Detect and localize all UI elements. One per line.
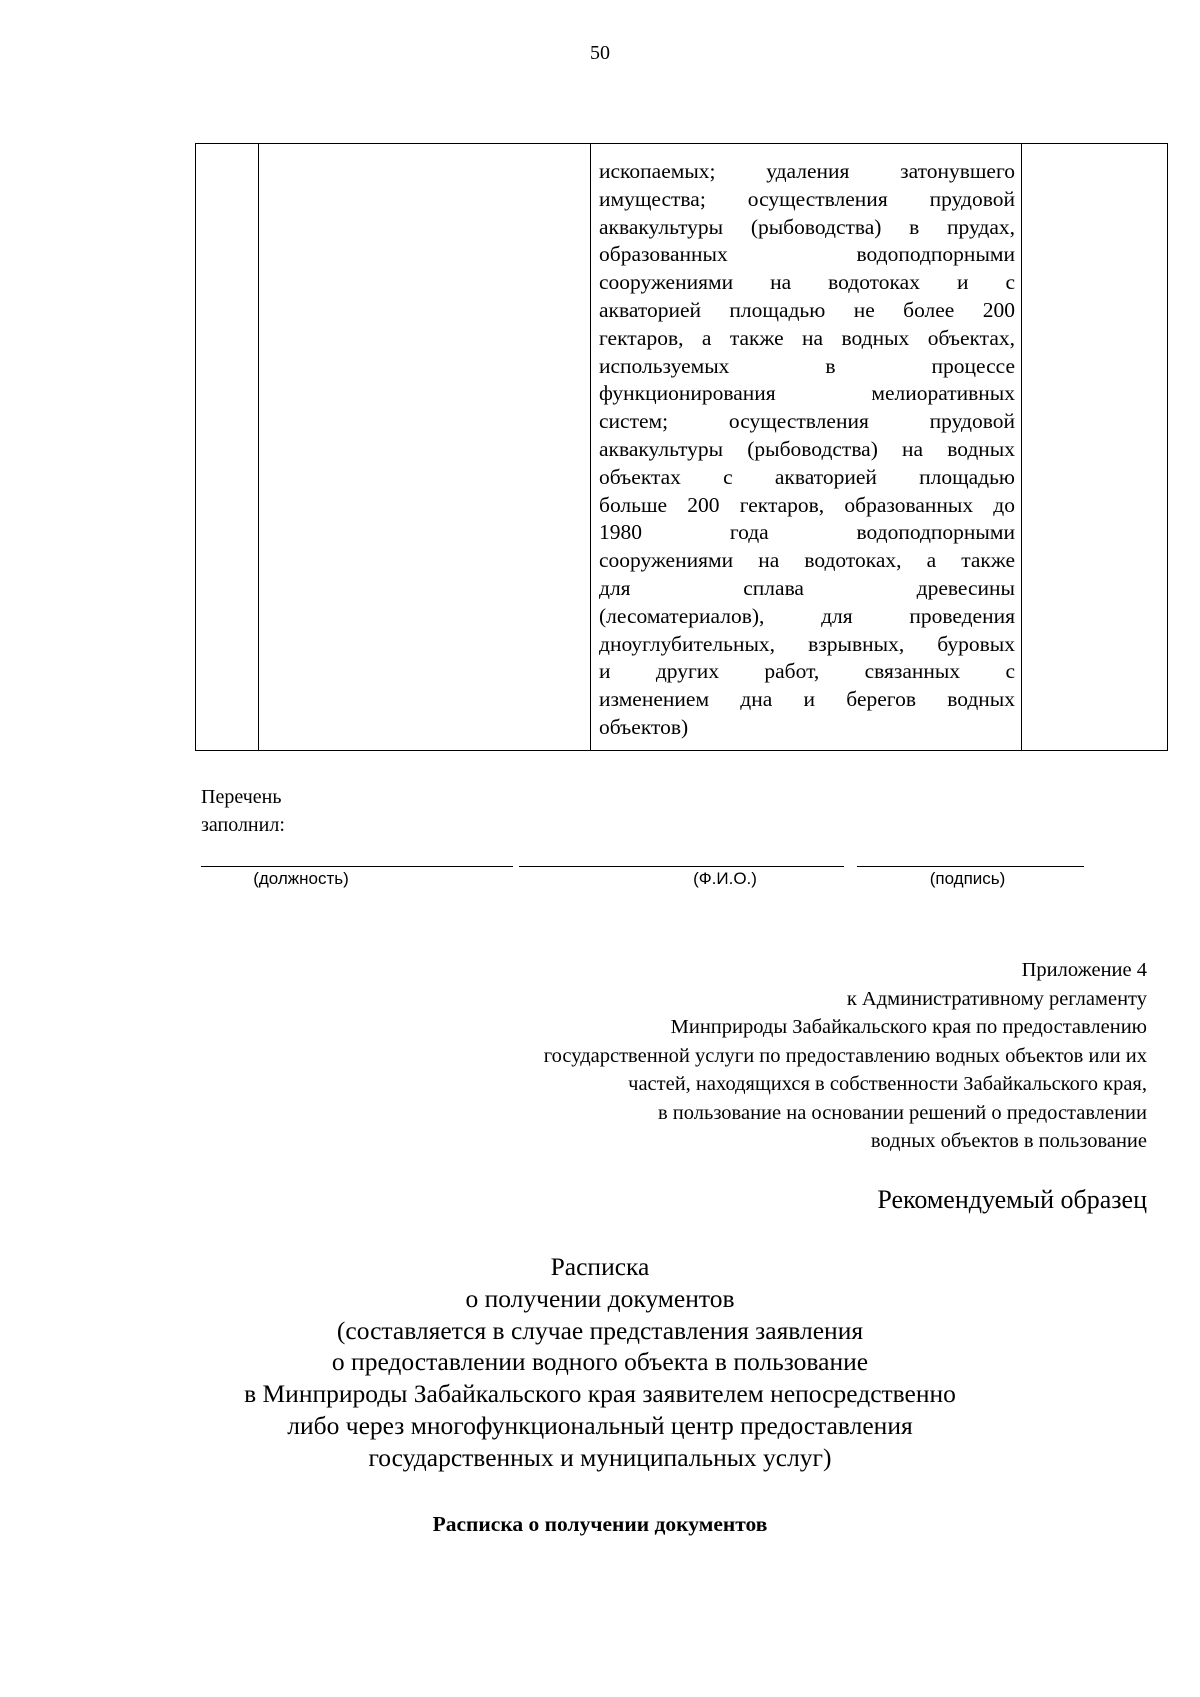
position-line	[201, 866, 513, 867]
description-line: 1980 года водоподпорными	[599, 520, 1015, 545]
description-line: систем; осуществления прудовой	[599, 409, 1015, 434]
appendix-line: в пользование на основании решений о предоставлении	[658, 1101, 1147, 1124]
description-line: гектаров, а также на водных объектах,	[599, 325, 1015, 350]
description-line: акваторией площадью не более 200	[599, 297, 1015, 322]
name-line	[519, 866, 844, 867]
continuation-table	[195, 143, 1168, 751]
table-cell-number	[196, 144, 259, 751]
receipt-title-line: либо через многофункциональный центр предоставления	[287, 1410, 913, 1440]
description-line: функционирования мелиоративных	[599, 381, 1015, 406]
appendix-line: Приложение 4	[1021, 959, 1147, 981]
recommended-sample-label: Рекомендуемый образец	[877, 1185, 1147, 1214]
receipt-title-line: о получении документов	[465, 1283, 735, 1313]
receipt-title-line: Расписка	[550, 1252, 650, 1281]
description-line: аквакультуры (рыбоводства) в прудах,	[599, 214, 1015, 239]
filled-by-label-line1: Перечень	[201, 786, 282, 808]
appendix-header	[387, 956, 1147, 1156]
description-line: сооружениями на водотоках, а также	[599, 548, 1015, 573]
description-line: объектах с акваторией площадью	[599, 464, 1015, 489]
name-caption: (Ф.И.О.)	[693, 869, 757, 888]
description-text	[591, 144, 1021, 750]
description-line: имущества; осуществления прудовой	[599, 186, 1015, 211]
description-line: используемых в процессе	[599, 353, 1015, 378]
description-line: сооружениями на водотоках и с	[599, 270, 1015, 295]
description-line: ископаемых; удаления затонувшего	[599, 159, 1015, 183]
description-line: аквакультуры (рыбоводства) на водных	[599, 436, 1015, 461]
receipt-title-line: в Минприроды Забайкальского края заявителем непосредственно	[244, 1379, 956, 1409]
receipt-title	[0, 1251, 1200, 1474]
appendix-line: водных объектов в пользование	[870, 1130, 1147, 1152]
filled-by-label	[201, 783, 401, 839]
receipt-title-line: государственных и муниципальных услуг)	[368, 1442, 832, 1472]
position-caption: (должность)	[253, 869, 349, 888]
description-line: и других работ, связанных с	[599, 659, 1015, 684]
receipt-title-line: (составляется в случае представления заявления	[336, 1315, 864, 1345]
table-row	[196, 144, 1168, 751]
description-line: дноуглубительных, взрывных, буровых	[599, 631, 1015, 656]
description-line: образованных водоподпорными	[599, 242, 1015, 267]
filled-by-label-line2: заполнил:	[201, 814, 285, 836]
page-number: 50	[590, 42, 610, 64]
receipt-title-line: о предоставлении водного объекта в пользование	[331, 1347, 869, 1377]
description-line: больше 200 гектаров, образованных до	[599, 492, 1015, 517]
appendix-line: государственной услуги по предоставлению водных объектов или их	[543, 1044, 1147, 1067]
description-line: объектов)	[599, 714, 689, 739]
signature-caption: (подпись)	[929, 869, 1006, 888]
appendix-line: Минприроды Забайкальского края по предоставлению	[670, 1016, 1147, 1038]
appendix-line: к Административному регламенту	[846, 987, 1147, 1010]
table-cell-note	[1022, 144, 1168, 751]
receipt-heading: Расписка о получении документов	[432, 1512, 768, 1536]
table-cell-name	[259, 144, 591, 751]
table-cell-description	[591, 144, 1022, 751]
signature-line	[857, 866, 1084, 867]
description-line: (лесоматериалов), для проведения	[599, 603, 1015, 628]
description-line: изменением дна и берегов водных	[599, 687, 1015, 712]
appendix-line: частей, находящихся в собственности Забайкальского края,	[628, 1073, 1147, 1095]
description-line: для сплава древесины	[599, 575, 1015, 600]
